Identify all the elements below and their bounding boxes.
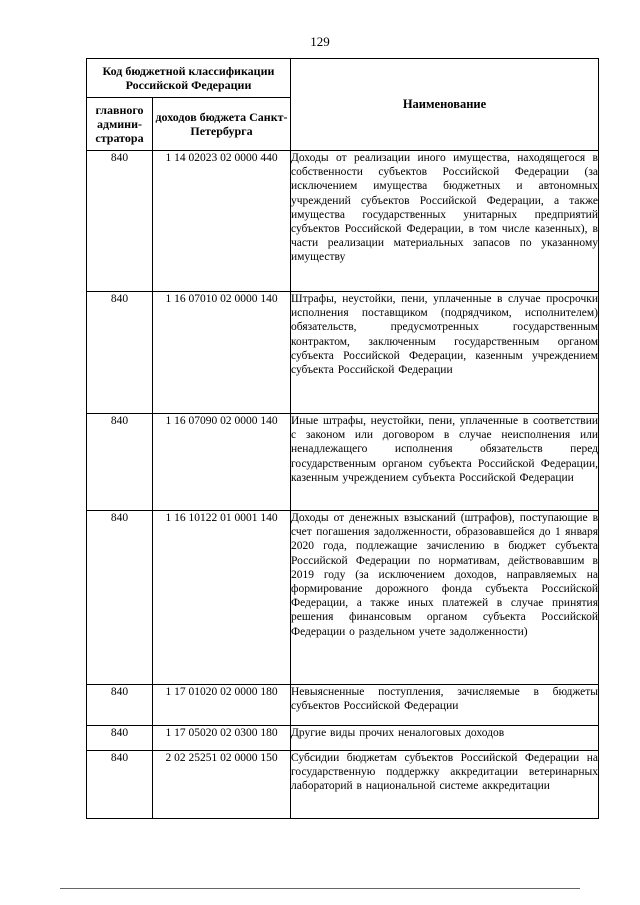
table-row (87, 751, 599, 819)
admin-code: 840 (87, 292, 153, 414)
income-name: Доходы от реализации иного имущества, находящегося в собственности субъектов Российской Федерации (за исключением имущества бюджетных и автономных учреждений субъектов Российской Федерации, а также имущества государственных унитарных предприятий субъектов Российской Федерации, в том числе казенных), в части реализации материальных запасов по указанному имуществу (291, 151, 599, 292)
page-bottom-rule (60, 888, 580, 889)
admin-code: 840 (87, 685, 153, 726)
income-code: 1 16 10122 01 0001 140 (153, 511, 291, 685)
table-row (87, 685, 599, 726)
table-row (87, 151, 599, 292)
income-name: Иные штрафы, неустойки, пени, уплаченные в соответствии с законом или договором в случае неисполнения или ненадлежащего исполнения обязательств перед государственным органом субъекта Российской Федерации, казенным учреждением субъекта Российской Федерации (291, 414, 599, 511)
budget-classification-table (86, 58, 599, 819)
admin-code: 840 (87, 151, 153, 292)
header-admin: главного админи-стратора (87, 98, 153, 151)
income-name: Другие виды прочих неналоговых доходов (291, 726, 599, 751)
admin-code: 840 (87, 414, 153, 511)
admin-code: 840 (87, 511, 153, 685)
income-code: 2 02 25251 02 0000 150 (153, 751, 291, 819)
header-name: Наименование (291, 59, 599, 151)
table-row (87, 726, 599, 751)
income-code: 1 16 07090 02 0000 140 (153, 414, 291, 511)
income-name: Штрафы, неустойки, пени, уплаченные в случае просрочки исполнения поставщиком (подрядчиком, исполнителем) обязательств, предусмотренных государственным контрактом, заключенным государственным органом субъекта Российской Федерации, казенным учреждением субъекта Российской Федерации (291, 292, 599, 414)
admin-code: 840 (87, 726, 153, 751)
page-number: 129 (310, 34, 330, 49)
income-code: 1 17 01020 02 0000 180 (153, 685, 291, 726)
table-row (87, 292, 599, 414)
income-code: 1 14 02023 02 0000 440 (153, 151, 291, 292)
income-name: Доходы от денежных взысканий (штрафов), поступающие в счет погашения задолженности, образовавшейся до 1 января 2020 года, подлежащие зачислению в бюджет субъекта Российской Федерации по нормативам, действовавшим в 2019 году (за исключением доходов, направляемых на формирование дорожного фонда субъекта Российской Федерации, а также иных платежей в случае принятия решения финансовым органом субъекта Российской Федерации о раздельном учете задолженности) (291, 511, 599, 685)
header-budget-code: Код бюджетной классификации Российской Федерации (87, 59, 291, 98)
income-code: 1 16 07010 02 0000 140 (153, 292, 291, 414)
admin-code: 840 (87, 751, 153, 819)
table-row (87, 511, 599, 685)
income-name: Субсидии бюджетам субъектов Российской Федерации на государственную поддержку аккредитации ветеринарных лабораторий в национальной системе аккредитации (291, 751, 599, 819)
income-code: 1 17 05020 02 0300 180 (153, 726, 291, 751)
header-income: доходов бюджета Санкт-Петербурга (153, 98, 291, 151)
table-row (87, 414, 599, 511)
income-name: Невыясненные поступления, зачисляемые в бюджеты субъектов Российской Федерации (291, 685, 599, 726)
